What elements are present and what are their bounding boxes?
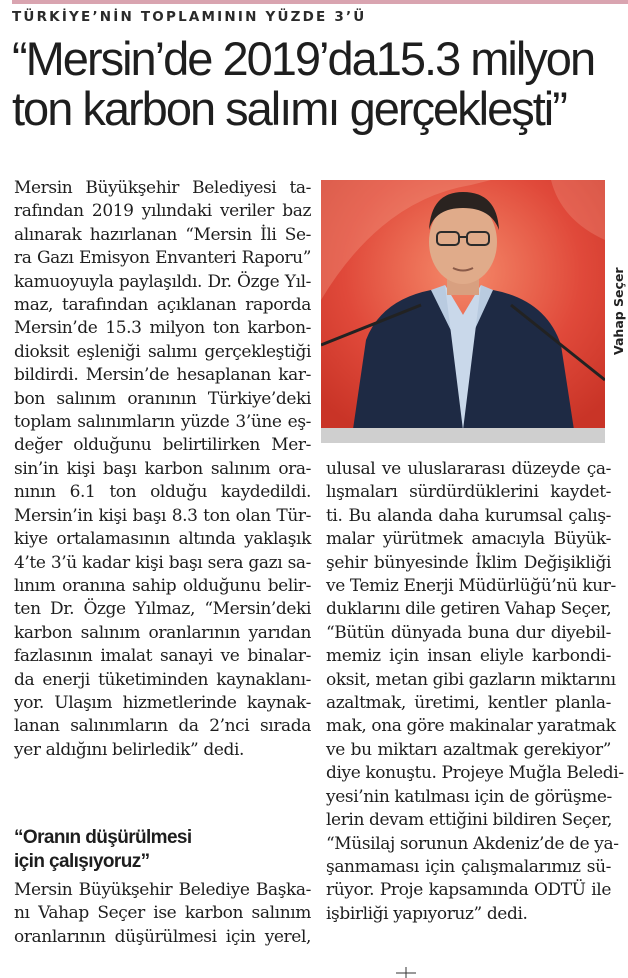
subheading-line-1: “Oranın düşürülmesi [14, 827, 192, 848]
text-line: yesi’nin katılması için de görüşme- [326, 786, 612, 807]
text-line: toplam salınımların yüzde 3’üne eş- [14, 412, 311, 433]
text-line: ve bu miktarı azaltmak gerekiyor” [326, 739, 611, 760]
text-line: şehir bünyesinde İklim Değişikliği [326, 552, 611, 573]
text-line: azaltmak, üretimi, kentler planla- [326, 693, 611, 714]
text-line: lerin devam ettiğini bildiren Seçer, [326, 810, 613, 831]
text-line: ulusal ve uluslararası düzeyde ça- [326, 459, 611, 479]
text-line: memiz için insan eliyle karbondi- [326, 646, 611, 667]
kicker: TÜRKİYE’NİN TOPLAMININ YÜZDE 3’Ü [12, 9, 367, 25]
text-line: Mersin Büyükşehir Belediye Başka- [14, 880, 311, 900]
text-line: alınarak hazırlanan “Mersin İli Se- [14, 224, 311, 245]
text-line: ra Gazı Emisyon Envanteri Raporu” [14, 248, 311, 269]
text-line: ti. Bu alanda daha kurumsal çalış- [326, 505, 611, 526]
text-line: maz, tarafından açıklanan raporda [14, 295, 311, 316]
text-line: şanmaması için çalışmalarımız sü- [326, 856, 611, 877]
text-line: lınım oranına sahip olduğunu belir- [14, 575, 311, 596]
text-line: nı Vahap Seçer ise karbon salınım [14, 903, 311, 924]
crop-mark-icon [396, 967, 416, 978]
text-line: duklarını dile getiren Vahap Seçer, [326, 599, 612, 620]
text-line: 4’te 3’ü kadar kişi başı sera gazı sa- [14, 552, 311, 573]
text-line: değer olduğunu belirtilirken Mer- [14, 435, 311, 456]
top-color-rule [12, 0, 628, 4]
text-line: “Müsilaj sorunun Akdeniz’de de ya- [326, 833, 619, 854]
text-line: yor. Ulaşım hizmetlerinde kaynak- [14, 692, 311, 713]
text-line: Mersin’in kişi başı 8.3 ton olan Tür- [14, 505, 311, 526]
body-column-left [14, 177, 311, 762]
text-line: fazlasının imalat sanayi ve binalar- [14, 646, 311, 667]
text-line: Mersin Büyükşehir Belediyesi ta- [14, 178, 311, 198]
subheading-line-2: için çalışıyoruz” [14, 851, 150, 872]
text-line: malar yürütmek amacıyla Büyük- [326, 529, 611, 550]
portrait-illustration [321, 180, 605, 443]
text-line: oksit, metan gibi gazların miktarını [326, 669, 616, 690]
text-line: yer aldığını belirledik” dedi. [14, 739, 245, 760]
text-line: ten Dr. Özge Yılmaz, “Mersin’deki [14, 599, 311, 620]
body-column-left-continued [14, 879, 311, 949]
text-line: rüyor. Proje kapsamında ODTÜ ile [326, 880, 611, 901]
text-line: mak, ona göre makinalar yaratmak [326, 716, 616, 737]
text-line: işbirliği yapıyoruz” dedi. [326, 903, 528, 924]
text-line: bildirdi. Mersin’de hesaplanan kar- [14, 365, 311, 386]
text-line: lanan salınımların da 2’nci sırada [14, 716, 311, 737]
text-line: “Bütün dünyada buna dur diyebil- [326, 622, 611, 643]
text-line: lışmaları sürdürdüklerini kaydet- [326, 482, 611, 503]
headline-line-2: ton karbon salımı gerçekleşti” [12, 82, 566, 135]
subheading [14, 826, 311, 874]
text-line: kamuoyuyla paylaşıldı. Dr. Özge Yıl- [14, 271, 311, 292]
headline-line-1: “Mersin’de 2019’da15.3 milyon [12, 32, 595, 85]
text-line: dioksit eşleniği salımı gerçekleştiği [14, 341, 311, 362]
text-line: kiye ortalamasının altında yaklaşık [14, 529, 311, 550]
text-line: sin’in kişi başı karbon salınım ora- [14, 458, 311, 479]
text-line: oranlarının düşürülmesi için yerel, [14, 926, 311, 947]
text-line: ve Temiz Enerji Müdürlüğü’nü kur- [326, 576, 616, 597]
text-line: da enerji tüketiminden kaynaklanı- [14, 669, 311, 690]
text-line: diye konuştu. Projeye Muğla Beledi- [326, 763, 624, 784]
photo-credit: Vahap Seçer [611, 267, 626, 355]
text-line: karbon salınım oranlarının yarıdan [14, 622, 311, 643]
headline [12, 34, 612, 134]
text-line: rafından 2019 yılındaki veriler baz [14, 201, 311, 222]
text-line: bon salınım oranının Türkiye’deki [14, 388, 311, 409]
text-line: Mersin’de 15.3 milyon ton karbon- [14, 318, 311, 339]
article-photo [321, 180, 605, 443]
text-line: nının 6.1 ton olduğu kaydedildi. [14, 482, 311, 503]
body-column-right [326, 458, 624, 926]
